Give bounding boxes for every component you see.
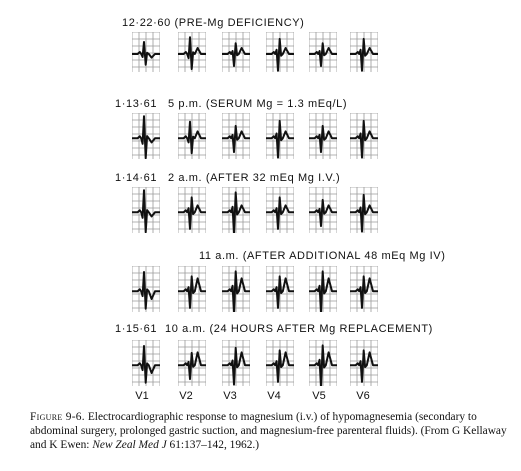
row-label-4: 11 a.m. (AFTER ADDITIONAL 48 mEq Mg IV) xyxy=(199,250,446,262)
ecg-strip-row2-v1 xyxy=(132,113,160,159)
ecg-strip-row3-v2 xyxy=(178,187,206,233)
row-label-3: 2 a.m. (AFTER 32 mEq Mg I.V.) xyxy=(168,172,341,184)
ecg-strip-row4-v1 xyxy=(132,266,160,312)
row-label-1: 12·22·60 (PRE-Mg DEFICIENCY) xyxy=(122,17,305,29)
ecg-strip-row2-v2 xyxy=(178,113,206,159)
lead-label-v3: V3 xyxy=(223,390,237,402)
caption-text: Electrocardiographic response to magnesium (i.v.) of hypomagnesemia (secondary to abdominal surgery, prolonged gastric suction, and magnesium-free parenteral fluids). (From G Kellaway and K Ewen: xyxy=(30,411,507,451)
caption-citation: 61:137–142, 1962.) xyxy=(166,439,260,451)
lead-label-v2: V2 xyxy=(179,390,193,402)
ecg-strip-row4-v5 xyxy=(309,266,337,312)
ecg-strip-row1-v6 xyxy=(350,32,378,72)
row-label-2: 5 p.m. (SERUM Mg = 1.3 mEq/L) xyxy=(168,98,348,110)
ecg-strip-row5-v3 xyxy=(222,340,250,386)
ecg-strip-row3-v4 xyxy=(266,187,294,233)
ecg-strip-row3-v5 xyxy=(309,187,337,233)
row-date-5: 1·15·61 xyxy=(115,323,158,335)
ecg-strip-row4-v2 xyxy=(178,266,206,312)
ecg-strip-row4-v6 xyxy=(350,266,378,312)
ecg-strip-row5-v1 xyxy=(132,340,160,386)
ecg-strip-row1-v3 xyxy=(222,32,250,72)
ecg-strip-row2-v4 xyxy=(266,113,294,159)
lead-label-v5: V5 xyxy=(312,390,326,402)
ecg-strip-row2-v5 xyxy=(309,113,337,159)
ecg-strip-row2-v3 xyxy=(222,113,250,159)
caption-journal: New Zeal Med J xyxy=(92,439,167,451)
ecg-strip-row3-v6 xyxy=(350,187,378,233)
ecg-strip-row1-v1 xyxy=(132,32,160,72)
lead-label-v4: V4 xyxy=(267,390,281,402)
lead-label-v6: V6 xyxy=(356,390,370,402)
ecg-strip-row1-v4 xyxy=(266,32,294,72)
lead-label-v1: V1 xyxy=(135,390,149,402)
ecg-strip-row3-v1 xyxy=(132,187,160,233)
ecg-strip-row2-v6 xyxy=(350,113,378,159)
row-date-2: 1·13·61 xyxy=(115,98,158,110)
ecg-strip-row4-v3 xyxy=(222,266,250,312)
row-label-5: 10 a.m. (24 HOURS AFTER Mg REPLACEMENT) xyxy=(165,323,433,335)
ecg-strip-row3-v3 xyxy=(222,187,250,233)
ecg-strip-row5-v5 xyxy=(309,340,337,386)
caption-figure-label: Figure 9-6. xyxy=(30,411,85,423)
ecg-strip-row5-v2 xyxy=(178,340,206,386)
ecg-strip-row5-v6 xyxy=(350,340,378,386)
ecg-strip-row5-v4 xyxy=(266,340,294,386)
row-date-3: 1·14·61 xyxy=(115,172,158,184)
ecg-strip-row4-v4 xyxy=(266,266,294,312)
ecg-strip-row1-v2 xyxy=(178,32,206,72)
ecg-strip-row1-v5 xyxy=(309,32,337,72)
figure-caption xyxy=(30,410,516,452)
